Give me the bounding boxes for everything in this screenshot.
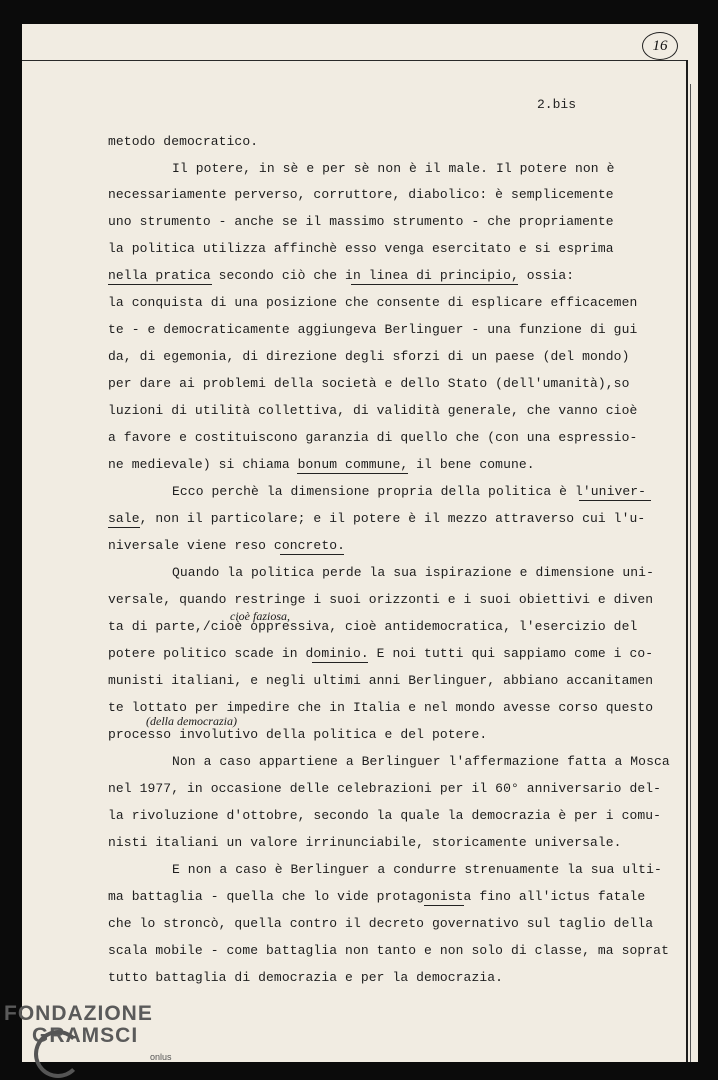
- handwritten-insertion: (della democrazia): [146, 714, 237, 728]
- text-line: metodo democratico.: [108, 134, 259, 149]
- text-line: nel 1977, in occasione delle celebrazioni per il 60° anniversario del-: [108, 781, 662, 796]
- text-line: versale, quando restringe i suoi orizzonti e i suoi obiettivi e diven: [108, 592, 654, 607]
- text-line: da, di egemonia, di direzione degli sforzi di un paese (del mondo): [108, 349, 630, 364]
- text-line: uno strumento - anche se il massimo strumento - che propriamente: [108, 214, 614, 229]
- text-line: nisti italiani un valore irrinunciabile, storicamente universale.: [108, 835, 622, 850]
- underline: [579, 500, 651, 501]
- underline: [312, 662, 368, 663]
- text-line: la rivoluzione d'ottobre, secondo la quale la democrazia è per i comu-: [108, 808, 662, 823]
- text-line: potere politico scade in dominio. E noi tutti qui sappiamo come i co-: [108, 646, 654, 661]
- logo-word: FONDAZIONE: [4, 1002, 153, 1025]
- text-line: Non a caso appartiene a Berlinguer l'affermazione fatta a Mosca: [172, 754, 670, 769]
- right-rule-secondary: [690, 84, 691, 1062]
- text-line: tutto battaglia di democrazia e per la democrazia.: [108, 970, 504, 985]
- text-line: per dare ai problemi della società e dello Stato (dell'umanità),so: [108, 376, 630, 391]
- text-line: ne medievale) si chiama bonum commune, il bene comune.: [108, 457, 535, 472]
- text-line: sale, non il particolare; e il potere è il mezzo attraverso cui l'u-: [108, 511, 646, 526]
- text-line: nella pratica secondo ciò che in linea di principio, ossia:: [108, 268, 575, 283]
- underline: [108, 284, 212, 285]
- text-line: la conquista di una posizione che consente di esplicare efficacemen: [108, 295, 638, 310]
- text-line: processo involutivo della politica e del potere.: [108, 727, 488, 742]
- text-line: Il potere, in sè e per sè non è il male. Il potere non è: [172, 161, 615, 176]
- fondazione-gramsci-logo: [4, 1002, 172, 1062]
- text-line: niversale viene reso concreto.: [108, 538, 346, 553]
- top-rule: [22, 60, 686, 61]
- logo-g-icon: [34, 1030, 82, 1078]
- underline: [280, 554, 344, 555]
- text-line: ta di parte,/cioè oppressiva, cioè antidemocratica, l'esercizio del: [108, 619, 638, 634]
- underline: [108, 527, 140, 528]
- underline: [351, 284, 518, 285]
- text-line: E non a caso è Berlinguer a condurre strenuamente la sua ulti-: [172, 862, 662, 877]
- right-rule: [686, 60, 688, 1062]
- underline: [297, 473, 408, 474]
- page-number-stamp: 16: [642, 32, 678, 60]
- text-line: necessariamente perverso, corruttore, diabolico: è semplicemente: [108, 187, 614, 202]
- text-line: scala mobile - come battaglia non tanto e non solo di classe, ma soprat: [108, 943, 669, 958]
- text-line: munisti italiani, e negli ultimi anni Berlinguer, abbiano accanitamen: [108, 673, 654, 688]
- text-line: la politica utilizza affinchè esso venga esercitato e si esprima: [108, 241, 614, 256]
- logo-word: onlus: [150, 1052, 172, 1062]
- logo-word: GRAMSCI: [32, 1024, 139, 1047]
- page-mark: 2.bis: [537, 97, 577, 112]
- text-line: te - e democraticamente aggiungeva Berlinguer - una funzione di gui: [108, 322, 638, 337]
- document-page: [22, 24, 698, 1062]
- text-line: ma battaglia - quella che lo vide protagonista fino all'ictus fatale: [108, 889, 646, 904]
- text-line: Ecco perchè la dimensione propria della politica è l'univer-: [172, 484, 647, 499]
- underline: [424, 905, 464, 906]
- text-line: te lottato per impedire che in Italia e nel mondo avesse corso questo: [108, 700, 654, 715]
- text-line: a favore e costituiscono garanzia di quello che (con una espressio-: [108, 430, 638, 445]
- text-line: luzioni di utilità collettiva, di validità generale, che vanno cioè: [108, 403, 638, 418]
- handwritten-insertion: cioè faziosa,: [230, 609, 290, 623]
- text-line: che lo stroncò, quella contro il decreto governativo sul taglio della: [108, 916, 654, 931]
- text-line: Quando la politica perde la sua ispirazione e dimensione uni-: [172, 565, 654, 580]
